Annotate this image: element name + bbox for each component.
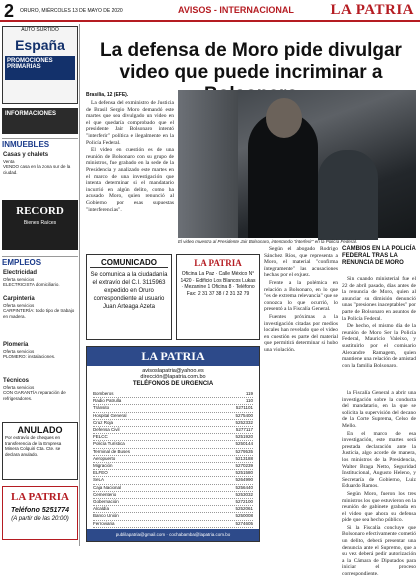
phone-row-number: 119 [245, 391, 253, 396]
list-item: Técnicos Oferta servicios CON GARANTÍA reparación de refrigeradores. [3, 378, 66, 401]
page-number: 2 [4, 1, 15, 21]
phone-row [93, 470, 253, 477]
lapatria-office-ad: LA PATRIA Oficina La Paz · Calle México N° 1420 · Edificio Los Blancos Lukas · Mezanine 1 Oficina 8 · Teléfono Fax: 2 31 37 38 / 2 31 32 79 [176, 254, 260, 340]
article-column-1: La defensa del exministro de Justicia de Brasil Sergio Moro demandó este martes que sea divulgado un video en el que quedaría comprobado que el presidente Jair Bolsonaro intentó "interferir" política e ilegalmente en la Policía Federal. El video en cuestión es de una reunión de Bolsonaro con su grupo de ministros, fue grabado en la sede de la Presidencia y analizado este martes en el marco de una investigación que intenta determinar si el mandatario incurrió en algún delito, como ha acusado Moro, quien renunció al Gobierno por esas supuestas "interferencias". [86, 100, 174, 213]
phone-row-number: 5270239 [235, 463, 253, 469]
empleos-heading: EMPLEOS [2, 256, 78, 267]
phone-row [93, 506, 253, 513]
phone-row-number: 5251580 [235, 470, 253, 476]
section-title: AVISOS - INTERNACIONAL [178, 5, 294, 15]
paper-logo: LA PATRIA [330, 2, 414, 18]
phone-row [93, 434, 253, 441]
phone-row-number: 5213188 [235, 455, 253, 461]
list-item: Casas y chalets Venta VENDO casa en la zona sur de la ciudad. [3, 152, 71, 175]
phone-row [93, 398, 253, 405]
issue-date: ORURO, MIÉRCOLES 13 DE MAYO DE 2020 [20, 8, 123, 14]
phone-row [93, 456, 253, 463]
phone-row [93, 492, 253, 499]
lapatria-phone-ad: LA PATRIA Teléfono 5251774 (A partir de las 20:00) [2, 486, 78, 540]
phone-row-number: 5250008 [235, 513, 253, 519]
phone-row-name: FELCC [93, 434, 108, 440]
emergency-phones-box: LA PATRIA avisoslapatria@yahoo.es dirección@lapatria.com.bo TELÉFONOS DE URGENCIA Bomberos 119 Radio Patrulla 110 Tránsito 5271101 Hospital General 5275400 Cruz Roja 5252332 Defensa Civil 5277117 FELCC 5251920 Policía Turística 5250144 Terminal de Buses 5279535 Aeropuerto 5213188 Migración 5270239 ELFEO 5251580 SeLA 5264990 Caja Nacional 5256440 Cementerio 5253032 Gobernación 5272100 Alcaldía 5252061 Banco Unión 5250008 Ferroviaria 5274605 publilapatria@gmail.com · cochabamba@lapatria.com.bo [86, 346, 260, 542]
article-column-3: Sin cuando ministerial fue el 22 de abril pasado, días antes de la renuncia de Moro, quien al anunciar su dimisión denunció unas "presiones inaceptables" por parte de Bolsonaro en asuntos de la Policía Federal. De hecho, el mismo día de la reunión de Moro Ser la Policía Federal, Mauricio Valeixo, y sustituirlo por el comisario Alexandre Ramagem, quien mantiene una relación de amistad con la familia Bolsonaro. [342, 276, 416, 369]
phone-row [93, 477, 253, 484]
phone-list [93, 391, 253, 535]
classifieds-column [0, 24, 80, 546]
phone-row-name: SeLA [93, 477, 105, 483]
phone-row-number: 110 [245, 398, 253, 404]
phone-row [93, 449, 253, 456]
phone-row-number: 5256440 [235, 484, 253, 490]
phone-row-number: 5274605 [235, 520, 253, 526]
phone-row-number: 5264990 [235, 477, 253, 483]
espana-ad [2, 26, 78, 104]
phone-row-name: Radio Patrulla [93, 398, 122, 404]
phone-row [93, 463, 253, 470]
list-item: Electricidad Oferta servicios ELECTRICISTA domiciliario. [3, 270, 60, 287]
phone-row [93, 420, 253, 427]
phone-row-name: Aeropuerto [93, 455, 116, 461]
phone-row-number: 5250144 [235, 441, 253, 447]
phone-row-name: Banco Unión [93, 513, 119, 519]
record-ad: RECORD Bienes Raíces [2, 200, 78, 250]
phone-row-number: 5253032 [235, 491, 253, 497]
phone-row-name: Migración [93, 463, 113, 469]
espana-sub: AUTO SURTIDO [21, 27, 59, 33]
phone-row-number: 5252061 [235, 506, 253, 512]
article-column-2: Según el abogado Rodrigo Sánchez Ríos, que representa a Moro, el material "confirma íntegramente" las acusaciones hechas por el exjuez. Frente a la polémica en relación a Bolsonaro, en lo que "es de extrema relevancia" que se conozca lo que ocurrió, lo presentó a la Fiscalía General. Fuentes próximas a la investigación citadas por medios locales han revelado que el video en cuestión es parte del material que permitirá determinar si hubo una violación. [264, 246, 338, 353]
phone-row-name: Bomberos [93, 391, 114, 396]
phone-row-number: 5252332 [235, 419, 253, 425]
article-column-4: la Fiscalía General a abrir una investigación sobre la conducta del mandatario, en la que se solicita la supervisión del decano de la Corte Suprema, Celso de Mello. En el marco de esa investigación, este martes será prestada declaración ante la Justicia, algo acorde de manera, los ministros de la Presidencia, Walter Braga Netto, Seguridad Institucional, Augusto Heleno, y Secretaría de Gobierno, Luiz Eduardo Ramos. Según Moro, fueron los tres ministros los que estuvieron en la reunión de gabinete grabada en el video que ahora su defensa pide que sea hecho público. Si la Fiscalía concluye que Bolsonaro efectivamente cometió un delito, deberá presentar una denuncia ante el Supremo, que a su vez deberá pedir autorización a la Cámara de Diputados para iniciar el proceso correspondiente. [342, 390, 416, 578]
article-column-2-top [178, 246, 260, 252]
phone-row-name: ELFEO [93, 470, 108, 476]
article-photo [178, 90, 416, 238]
phone-row-number: 5279535 [235, 448, 253, 454]
phone-row-number: 5275400 [235, 412, 253, 418]
phone-row-name: Gobernación [93, 499, 119, 505]
phone-row [93, 485, 253, 492]
phone-row [93, 391, 253, 398]
list-item: Plomería Oferta servicios PLOMERO: instalaciones. [3, 342, 56, 359]
byline: Brasilia, 12 (EFE). [86, 92, 129, 98]
espana-logo: España [15, 37, 65, 53]
phone-row-number: 5277117 [235, 427, 253, 433]
phone-row-number: 5271101 [235, 405, 253, 411]
phone-row [93, 413, 253, 420]
espana-promo: PROMOCIONES PRIMARIAS [5, 56, 75, 80]
anulado-ad: ANULADO Por extravío de cheques en transferencia de la Empresa Minera Colquiri Cta. Cte. se declara anulado. [2, 422, 78, 480]
phone-row-number: 5251920 [235, 434, 253, 440]
phone-row-name: Tránsito [93, 405, 110, 411]
phone-row [93, 513, 253, 520]
comunicado-ad: COMUNICADO Se comunica a la ciudadanía el extravío del C.I. 3115963 expedido en Oruro correspondiente al usuario Juan Arteaga Azeta [86, 254, 172, 340]
phone-row-name: Cementerio [93, 491, 117, 497]
phone-row-name: Alcaldía [93, 506, 110, 512]
phone-row-name: Terminal de Buses [93, 448, 131, 454]
phone-row-name: Caja Nacional [93, 484, 122, 490]
phone-row-name: Ferroviaria [93, 520, 115, 526]
phone-row [93, 441, 253, 448]
page-header [0, 0, 420, 22]
photo-caption: El video muestra al Presidente Jair Bolsonaro, intentando "interferir" en la Policía Federal. [178, 239, 358, 244]
phone-row-number: 5272100 [235, 499, 253, 505]
phone-row [93, 521, 253, 528]
article-headline: La defensa de Moro pide divulgar video que puede incriminar a [100, 40, 402, 83]
phone-row [93, 427, 253, 434]
phone-row-name: Hospital General [93, 412, 127, 418]
phone-row-name: Policía Turística [93, 441, 125, 447]
article-subhead: CAMBIOS EN LA POLICÍA FEDERAL TRAS LA RENUNCIA DE MORO [342, 246, 416, 266]
phone-row-name: Cruz Roja [93, 419, 114, 425]
inmuebles-heading: INMUEBLES [2, 138, 78, 149]
info-ad: INFORMACIONES [2, 108, 78, 134]
phone-row [93, 499, 253, 506]
phone-row [93, 405, 253, 412]
list-item: Carpintería Oferta servicios CARPINTERÍA: todo tipo de trabajo en madera. [3, 296, 75, 319]
phone-row-name: Defensa Civil [93, 427, 120, 433]
